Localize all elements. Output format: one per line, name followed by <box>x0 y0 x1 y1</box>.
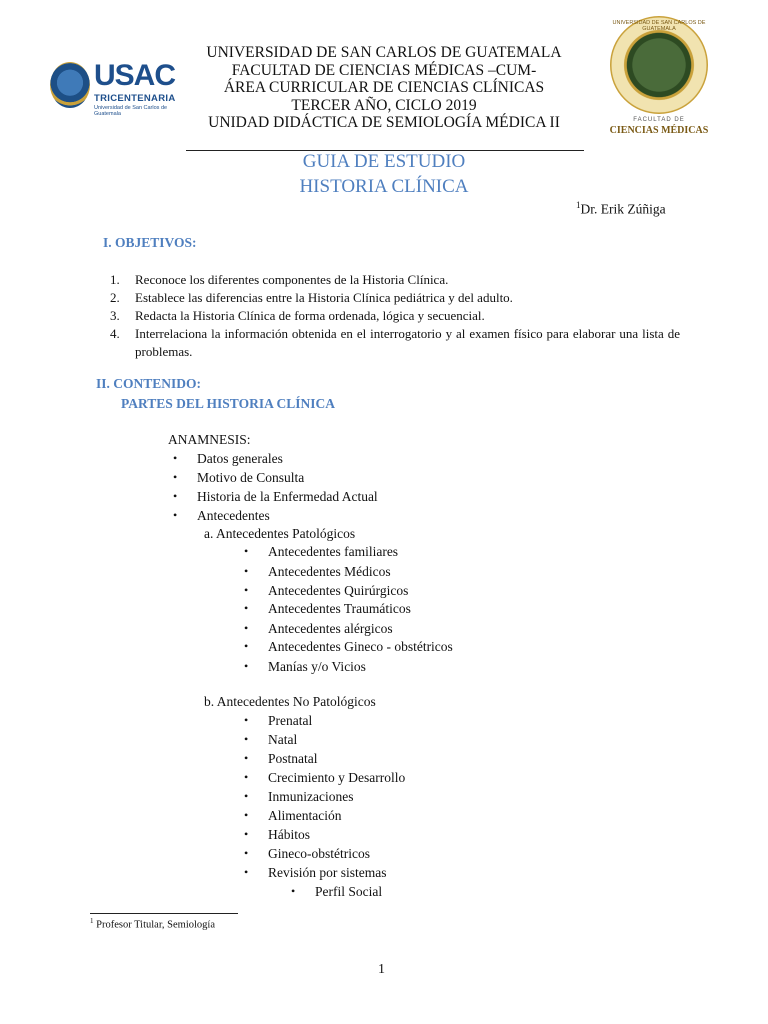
list-item: • Antecedentes familiares <box>268 544 398 560</box>
list-item: • Motivo de Consulta <box>197 470 304 486</box>
author-footnote-mark: 1 <box>576 200 581 210</box>
list-item: • Antecedentes Traumáticos <box>268 601 411 617</box>
footnote-divider <box>90 913 238 914</box>
usac-logo-tricentenaria: TRICENTENARIA <box>94 93 176 104</box>
header-line-3: ÁREA CURRICULAR DE CIENCIAS CLÍNICAS <box>223 79 545 97</box>
list-item: • Antecedentes <box>197 508 270 524</box>
sublist-b-label: b. Antecedentes No Patológicos <box>204 694 376 709</box>
faculty-seal-ring-text: UNIVERSIDAD DE SAN CARLOS DE GUATEMALA <box>612 20 706 32</box>
header-line-4: TERCER AÑO, CICLO 2019 <box>291 96 477 114</box>
document-title-line-2: HISTORIA CLÍNICA <box>299 176 469 197</box>
list-item: • Crecimiento y Desarrollo <box>268 770 405 786</box>
objective-item: 4. Interrelaciona la información obtenida en el interrogatorio y al examen físico para elaborar una lista de problemas. <box>110 326 680 359</box>
section-contenido-heading: II. CONTENIDO: <box>96 376 202 391</box>
list-item: • Hábitos <box>268 827 310 843</box>
usac-logo-word: USAC <box>94 59 176 92</box>
list-item: • Alimentación <box>268 808 341 824</box>
faculty-logo-line1: FACULTAD DE <box>633 117 685 123</box>
list-item: • Gineco-obstétricos <box>268 846 370 862</box>
page-number: 1 <box>378 962 385 977</box>
sublist-a-label: a. Antecedentes Patológicos <box>204 526 356 541</box>
list-item: • Perfil Social <box>315 884 382 900</box>
list-item: • Antecedentes alérgicos <box>268 621 393 637</box>
list-item: • Postnatal <box>268 751 318 767</box>
objectives-list <box>110 271 680 361</box>
list-item: • Revisión por sistemas <box>268 865 387 881</box>
usac-logo <box>50 58 178 117</box>
document-header <box>180 44 588 132</box>
anamnesis-label: ANAMNESIS: <box>168 432 251 447</box>
author-name: Dr. Erik Zúñiga <box>580 201 666 217</box>
list-item: • Antecedentes Médicos <box>268 564 391 580</box>
list-item: • Antecedentes Quirúrgicos <box>268 583 408 599</box>
usac-seal-icon <box>50 62 90 108</box>
list-item: • Antecedentes Gineco - obstétricos <box>268 639 453 655</box>
list-item: • Inmunizaciones <box>268 789 353 805</box>
usac-logo-subtitle: Universidad de San Carlos de Guatemala <box>94 105 168 117</box>
footnote <box>90 917 215 931</box>
section-contenido-subheading: PARTES DEL HISTORIA CLÍNICA <box>121 396 335 411</box>
document-title-line-1: GUIA DE ESTUDIO <box>302 151 466 172</box>
list-item: • Datos generales <box>197 451 283 467</box>
objective-item: 1. Reconoce los diferentes componentes de la Historia Clínica. <box>110 272 449 287</box>
header-line-5: UNIDAD DIDÁCTICA DE SEMIOLOGÍA MÉDICA II <box>208 114 560 132</box>
list-item: • Prenatal <box>268 713 312 729</box>
faculty-logo-line2: CIENCIAS MÉDICAS <box>609 125 709 136</box>
list-item: • Manías y/o Vicios <box>268 659 366 675</box>
header-line-1: UNIVERSIDAD DE SAN CARLOS DE GUATEMALA <box>206 44 562 61</box>
objective-item: 2. Establece las diferencias entre la Historia Clínica pediátrica y del adulto. <box>110 290 513 305</box>
author <box>576 200 666 218</box>
list-item: • Historia de la Enfermedad Actual <box>197 489 378 505</box>
faculty-logo <box>604 14 714 144</box>
list-item: • Natal <box>268 732 297 748</box>
header-line-2: FACULTAD DE CIENCIAS MÉDICAS –CUM- <box>231 61 537 79</box>
footnote-mark: 1 <box>90 917 94 925</box>
objective-item: 3. Redacta la Historia Clínica de forma ordenada, lógica y secuencial. <box>110 308 485 323</box>
section-objetivos-heading: I. OBJETIVOS: <box>103 235 197 250</box>
footnote-text: Profesor Titular, Semiología <box>93 919 215 931</box>
